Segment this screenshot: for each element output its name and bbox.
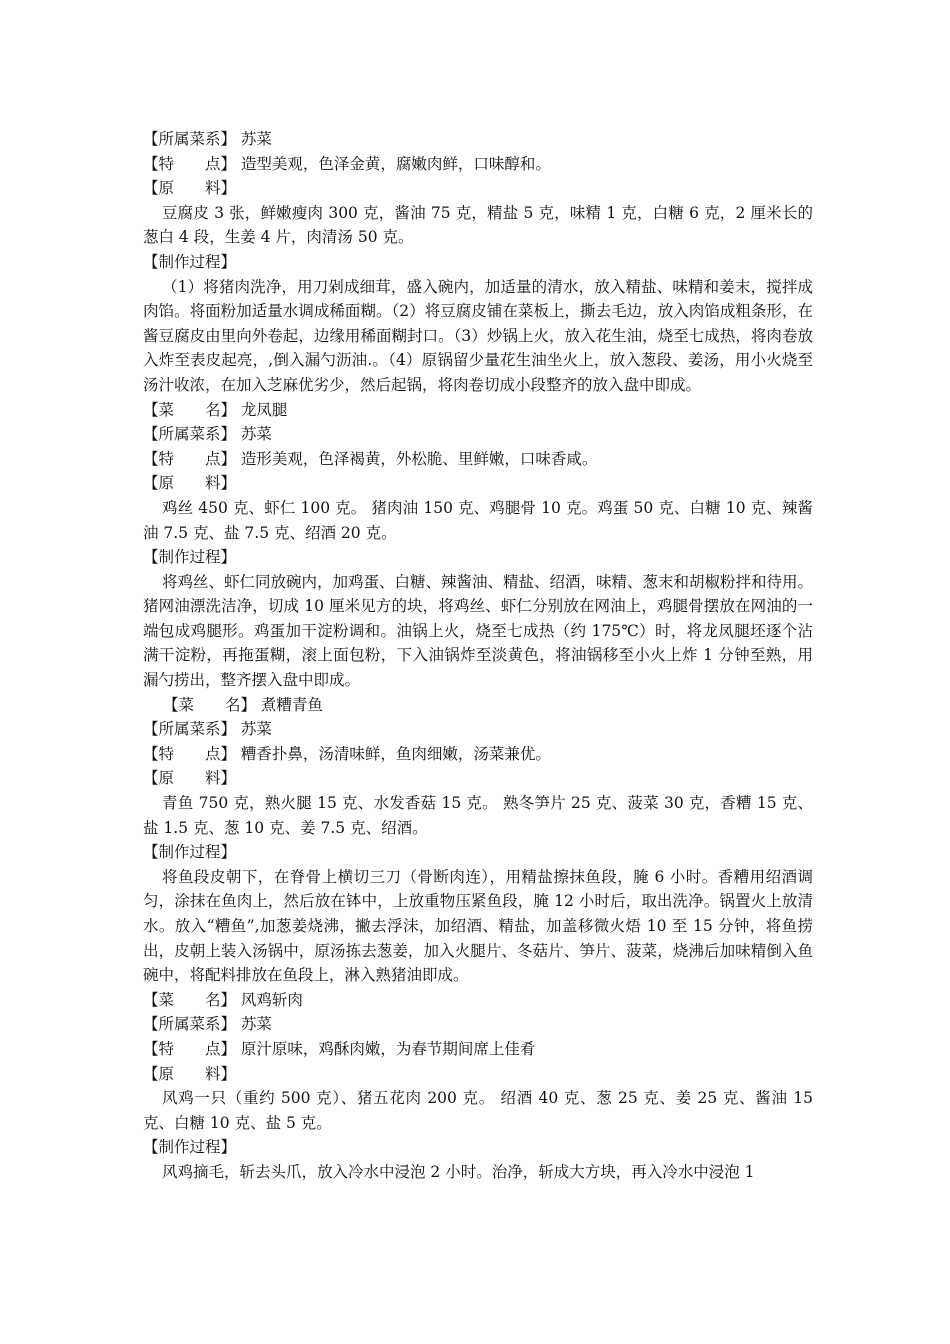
cuisine-label: 【所属菜系】 苏菜: [143, 1015, 272, 1034]
dish-name-label: 【菜 名】 煮糟青鱼: [163, 695, 323, 714]
process-paragraph: 风鸡摘毛，斩去头爪，放入冷水中浸泡 2 小时。治净，斩成大方块，再入冷水中浸泡 1: [162, 1162, 755, 1181]
document-page: [143, 127, 813, 1185]
ingredients-paragraph: 鸡丝 450 克、虾仁 100 克。 猪肉油 150 克、鸡腿骨 10 克。鸡蛋 50 克、白糖 10 克、辣酱油 7.5 克、盐 7.5 克、绍酒 20 克。: [143, 498, 813, 542]
feature-label: 【特 点】 造型美观，色泽金黄，腐嫩肉鲜，口味醇和。: [143, 154, 551, 173]
ingredients-paragraph: 风鸡一只（重约 500 克）、猪五花肉 200 克。 绍酒 40 克、葱 25 克、姜 25 克、酱油 15 克、白糖 10 克、盐 5 克。: [143, 1089, 813, 1132]
dish-name-label: 【菜 名】 龙凤腿: [143, 400, 288, 419]
dish-name-label: 【菜 名】 风鸡斩肉: [143, 990, 303, 1009]
process-heading: 【制作过程】: [143, 548, 237, 567]
ingredients-heading: 【原 料】: [143, 769, 237, 788]
ingredients-heading: 【原 料】: [143, 1064, 237, 1083]
cuisine-label: 【所属菜系】 苏菜: [143, 720, 272, 739]
process-heading: 【制作过程】: [143, 843, 237, 862]
process-paragraph: 将鸡丝、虾仁同放碗内，加鸡蛋、白糖、辣酱油、精盐、绍酒，味精、葱末和胡椒粉拌和待用。猪网油漂洗洁净，切成 10 厘米见方的块，将鸡丝、虾仁分别放在网油上，鸡腿骨摆放在网油的一端包成鸡腿形。鸡蛋加干淀粉调和。油锅上火，烧至七成热（约 175℃）时，将龙凤腿坯逐个沾满干淀粉，再拖蛋糊，滚上面包粉，下入油锅炸至淡黄色，将油锅移至小火上炸 1 分钟至熟，用漏勺捞出，整齐摆入盘中即成。: [143, 572, 814, 690]
process-paragraph: 将鱼段皮朝下，在脊骨上横切三刀（骨断肉连），用精盐擦抹鱼段，腌 6 小时。香糟用绍酒调匀，涂抹在鱼肉上，然后放在钵中，上放重物压紧鱼段，腌 12 小时后，取出洗净。锅置火上放清水。放入“糟鱼”,加葱姜烧沸，撇去浮沫，加绍酒、精盐，加盖移微火焐 10 至 15 分钟，将鱼捞出，皮朝上装入汤锅中，原汤拣去葱姜，加入火腿片、冬菇片、笋片、菠菜，烧沸后加味精倒入鱼碗中，将配料排放在鱼段上，淋入熟猪油即成。: [143, 867, 813, 985]
feature-label: 【特 点】 原汁原味，鸡酥肉嫩，为春节期间席上佳肴: [143, 1039, 536, 1058]
ingredients-paragraph: 青鱼 750 克，熟火腿 15 克、水发香菇 15 克。 熟冬笋片 25 克、菠菜 30 克，香糟 15 克、盐 1.5 克、葱 10 克、姜 7.5 克、绍酒。: [143, 794, 813, 837]
feature-label: 【特 点】 造形美观，色泽褐黄，外松脆、里鲜嫩，口味香咸。: [143, 449, 598, 468]
cuisine-label: 【所属菜系】 苏菜: [143, 130, 272, 148]
process-heading: 【制作过程】: [143, 1138, 237, 1157]
ingredients-heading: 【原 料】: [143, 474, 237, 493]
ingredients-heading: 【原 料】: [143, 179, 237, 198]
cuisine-label: 【所属菜系】 苏菜: [143, 425, 272, 444]
ingredients-paragraph: 豆腐皮 3 张，鲜嫩瘦肉 300 克，酱油 75 克，精盐 5 克，味精 1 克，白糖 6 克，2 厘米长的葱白 4 段，生姜 4 片，肉清汤 50 克。: [143, 203, 813, 247]
process-heading: 【制作过程】: [143, 252, 237, 271]
feature-label: 【特 点】 糟香扑鼻，汤清味鲜，鱼肉细嫩，汤菜兼优。: [143, 744, 551, 763]
process-paragraph: （1）将猪肉洗净，用刀剁成细茸，盛入碗内，加适量的清水，放入精盐、味精和姜末，搅拌成肉馅。将面粉加适量水调成稀面糊。（2）将豆腐皮铺在菜板上，撕去毛边，放入肉馅成粗条形，在酱豆腐皮由里向外卷起，边缘用稀面糊封口。（3）炒锅上火，放入花生油，烧至七成热，将肉卷放入炸至表皮起亮，,倒入漏勺沥油.。（4）原锅留少量花生油坐火上，放入葱段、姜汤，用小火烧至汤汁收浓，在加入芝麻优劣少，然后起锅，将肉卷切成小段整齐的放入盘中即成。: [143, 277, 813, 394]
